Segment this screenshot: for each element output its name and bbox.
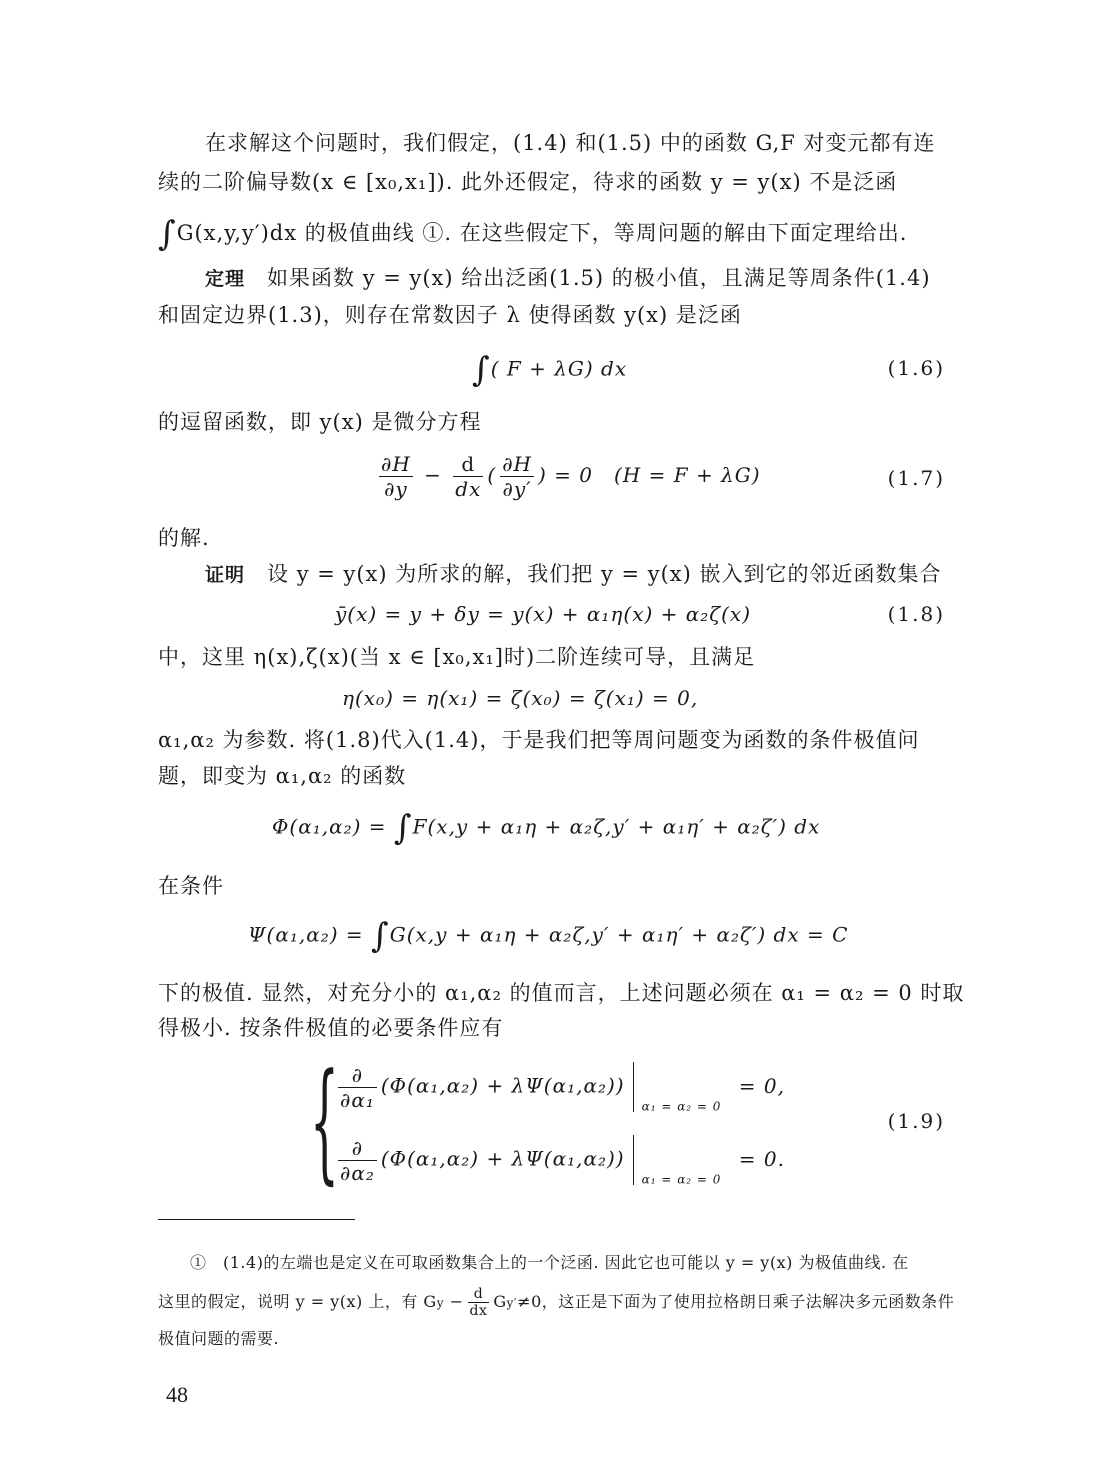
theorem-label: 定理: [205, 268, 246, 290]
equation-rhs: G(x,y + α₁η + α₂ζ,y′ + α₁η′ + α₂ζ′) dx = C: [389, 922, 849, 947]
equation-rhs: F(x,y + α₁η + α₂ζ,y′ + α₁η′ + α₂ζ′) dx: [412, 814, 821, 839]
footnote-text: 这里的假定，说明 y = y(x) 上，有 G: [158, 1292, 437, 1311]
paragraph-text: G(x,y,y′)dx 的极值曲线 ①. 在这些假定下，等周问题的解由下面定理给出.: [176, 220, 908, 245]
page-number: 48: [166, 1382, 188, 1407]
paragraph-line: 的解.: [158, 526, 210, 550]
proof-line: [205, 562, 942, 587]
boundary-condition: η(x₀) = η(x₁) = ζ(x₀) = ζ(x₁) = 0,: [342, 686, 699, 710]
equation-phi: [272, 808, 820, 848]
partial-fraction: $\frac{\partial H}{\partial y'}$: [502, 452, 532, 501]
paragraph-line: [158, 214, 907, 255]
paragraph-line: 在条件: [158, 874, 224, 898]
equation-tail: = 0 (H = F + λG): [554, 463, 761, 487]
equation-lhs: Φ(α₁,α₂) =: [272, 814, 387, 839]
equation-1-9-row2: [334, 1135, 785, 1187]
partial-fraction: $\frac{\partial H}{\partial y}$: [381, 452, 411, 501]
equation-number: (1.6): [887, 356, 945, 380]
equation-body: ( F + λG) dx: [490, 356, 628, 381]
theorem-line: [205, 266, 931, 291]
equation-rhs: = 0.: [738, 1146, 785, 1171]
proof-text: 设 y = y(x) 为所求的解，我们把 y = y(x) 嵌入到它的邻近函数集合: [267, 562, 942, 586]
evaluation-bar: [633, 1062, 634, 1112]
equation-1-8: ȳ(x) = y + δy = y(x) + α₁η(x) + α₂ζ(x): [335, 602, 752, 626]
equation-1-7: $\frac{\partial H}{\partial y}$ − $\frac{d}{dx}$ ( $\frac{\partial H}{\partial y'}$ ) = 0 (H = F + λG): [381, 452, 761, 501]
derivative-fraction: $\frac{d}{dx}$: [469, 1286, 488, 1319]
proof-label: 证明: [205, 564, 246, 586]
equation-number: (1.7): [887, 466, 945, 490]
equation-1-6: [472, 350, 627, 390]
equation-number: (1.8): [887, 602, 945, 626]
theorem-line: 和固定边界(1.3)，则存在常数因子 λ 使得函数 y(x) 是泛函: [158, 303, 742, 327]
integral-sign: ∫: [371, 916, 390, 956]
paragraph-line: 题，即变为 α₁,α₂ 的函数: [158, 764, 407, 788]
derivative-fraction: $\frac{d}{dx}$: [455, 452, 482, 501]
evaluation-bar: [633, 1135, 634, 1185]
paragraph-line: 续的二阶偏导数(x ∈ [x₀,x₁]). 此外还假定，待求的函数 y = y(x) 不是泛函: [158, 170, 898, 194]
footnote-line: 极值问题的需要.: [158, 1329, 280, 1348]
theorem-text: 如果函数 y = y(x) 给出泛函(1.5) 的极小值，且满足等周条件(1.4): [267, 266, 931, 290]
equation-body: (Φ(α₁,α₂) + λΨ(α₁,α₂)): [380, 1146, 625, 1171]
paragraph-line: 的逗留函数，即 y(x) 是微分方程: [158, 410, 482, 434]
footnote-text: ≠0，这正是下面为了使用拉格朗日乘子法解决多元函数条件: [517, 1292, 955, 1311]
equation-lhs: Ψ(α₁,α₂) =: [248, 922, 364, 947]
integral-sign: ∫: [472, 350, 491, 390]
footnote-separator: [158, 1219, 355, 1220]
evaluation-point: α₁ = α₂ = 0: [641, 1172, 722, 1187]
evaluation-point: α₁ = α₂ = 0: [641, 1099, 722, 1114]
footnote-line: 这里的假定，说明 y = y(x) 上，有 Gy − $\frac{d}{dx}$ Gy′≠0，这正是下面为了使用拉格朗日乘子法解决多元函数条件: [158, 1286, 955, 1319]
partial-fraction: $\frac{\partial}{\text{∂α₁}}$: [340, 1062, 375, 1112]
partial-fraction: $\frac{\partial}{\text{∂α₂}}$: [340, 1135, 375, 1185]
left-brace: {: [310, 1045, 339, 1197]
paragraph-line: α₁,α₂ 为参数. 将(1.8)代入(1.4)，于是我们把等周问题变为函数的条件极值问: [158, 728, 920, 752]
equation-1-9-row1: [334, 1062, 785, 1114]
equation-number: (1.9): [887, 1109, 945, 1133]
paragraph-line: 下的极值. 显然，对充分小的 α₁,α₂ 的值而言，上述问题必须在 α₁ = α₂ = 0 时取: [158, 981, 965, 1005]
equation-psi: [248, 916, 848, 956]
equation-rhs: = 0,: [738, 1073, 785, 1098]
paragraph-line: 在求解这个问题时，我们假定，(1.4) 和(1.5) 中的函数 G,F 对变元都有连: [205, 131, 936, 155]
footnote-line: ① (1.4)的左端也是定义在可取函数集合上的一个泛函. 因此它也可能以 y = y(x) 为极值曲线. 在: [190, 1253, 909, 1272]
equation-body: (Φ(α₁,α₂) + λΨ(α₁,α₂)): [380, 1073, 625, 1098]
paragraph-line: 中，这里 η(x),ζ(x)(当 x ∈ [x₀,x₁]时)二阶连续可导，且满足: [158, 645, 756, 669]
integral-sign: ∫: [393, 808, 413, 848]
integral-sign: ∫: [158, 214, 177, 254]
paragraph-line: 得极小. 按条件极值的必要条件应有: [158, 1016, 504, 1040]
